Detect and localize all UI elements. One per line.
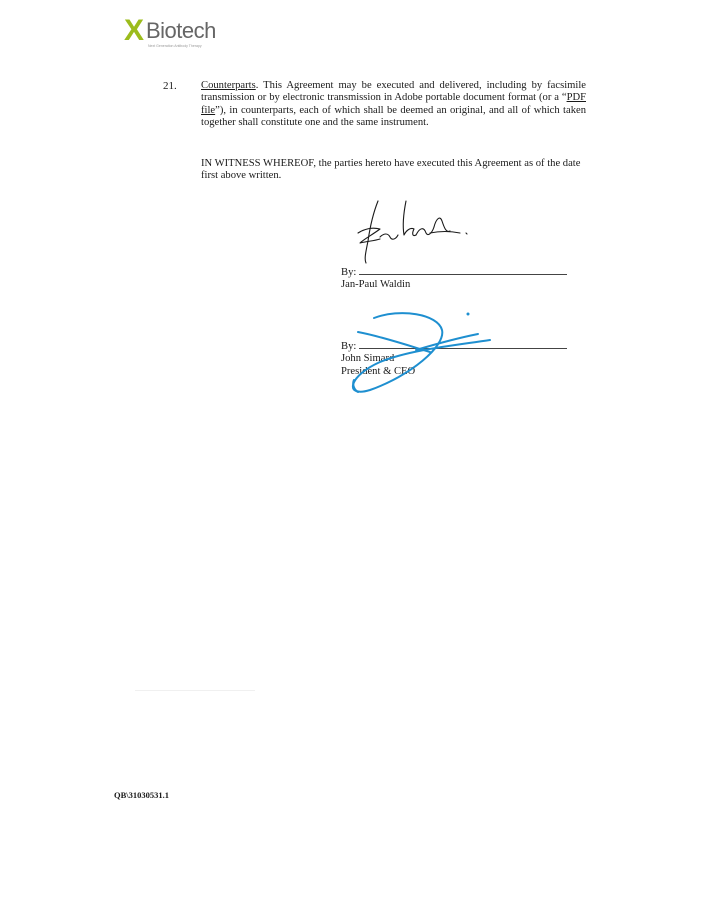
- by-label: By:: [341, 341, 357, 352]
- signature-waldin: [350, 197, 470, 269]
- signature-line: [359, 266, 567, 275]
- signatory-name: John Simard: [341, 353, 395, 365]
- section-heading: Counterparts: [201, 80, 256, 91]
- witness-clause: IN WITNESS WHEREOF, the parties hereto have executed this Agreement as of the date first above written.: [201, 158, 581, 182]
- signatory-name: Jan-Paul Waldin: [341, 279, 411, 291]
- paragraph-text-1: . This Agreement may be executed and delivered, including by facsimile transmission or by electronic transmission in Adobe portable document format (or a “: [201, 80, 586, 104]
- signature-simard: [340, 306, 510, 398]
- faint-divider: [135, 690, 255, 691]
- by-label: By:: [341, 267, 357, 278]
- company-logo: [124, 14, 234, 50]
- signature-block-1: [341, 266, 567, 292]
- logo-mark: X: [124, 14, 145, 47]
- logo-tagline: Next Generation Antibody Therapy: [148, 44, 202, 48]
- defined-term: PDF file: [201, 92, 586, 116]
- paragraph-text-2: ”), in counterparts, each of which shall be deemed an original, and all of which taken together shall constitute one and the same instrument.: [201, 104, 586, 128]
- counterparts-paragraph: [201, 80, 586, 129]
- document-id: QB\31030531.1: [114, 790, 170, 800]
- logo-wordmark: Biotech: [146, 18, 216, 43]
- section-number: 21.: [163, 80, 177, 92]
- signatory-title: President & CEO: [341, 365, 416, 377]
